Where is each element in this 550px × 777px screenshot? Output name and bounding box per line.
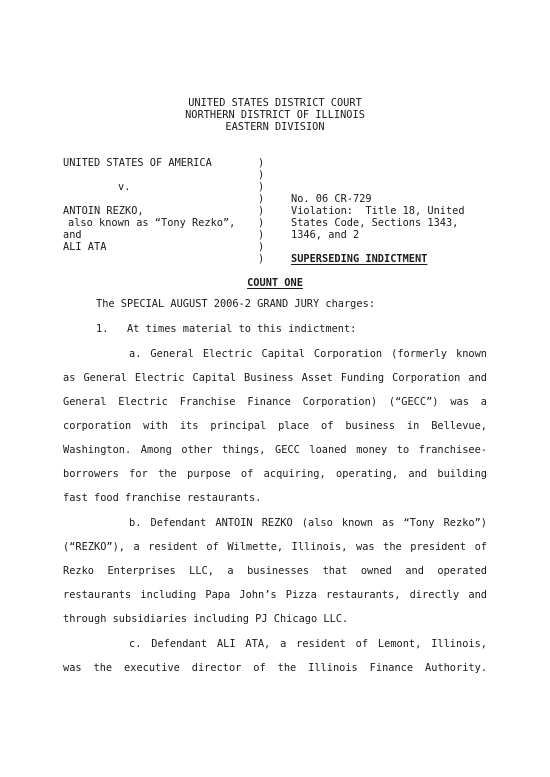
- para-a-line: borrowers for the purpose of acquiring, operating, and building: [63, 468, 487, 480]
- case-number: No. 06 CR-729: [291, 193, 372, 205]
- para-a-line: fast food franchise restaurants.: [63, 492, 262, 504]
- para-b-line: restaurants including Papa John’s Pizza restaurants, directly and: [63, 589, 487, 601]
- para-b-line: b. Defendant ANTOIN REZKO (also known as “Tony Rezko”): [129, 517, 487, 529]
- para-a-line: General Electric Franchise Finance Corporation) (“GECC”) was a: [63, 396, 487, 408]
- caption-defendant-rezko: ANTOIN REZKO,: [63, 205, 144, 217]
- caption-plaintiff: UNITED STATES OF AMERICA: [63, 157, 212, 169]
- caption-and: and: [63, 229, 82, 241]
- caption-divider: ) ) ) ) ) ) ) ) ): [258, 157, 265, 265]
- court-division: EASTERN DIVISION: [225, 121, 325, 133]
- para-b-line: Rezko Enterprises LLC, a businesses that owned and operated: [63, 565, 487, 577]
- para-a-line: a. General Electric Capital Corporation (formerly known: [129, 348, 487, 360]
- para-b-line: (“REZKO”), a resident of Wilmette, Illinois, was the president of: [63, 541, 487, 553]
- court-name: UNITED STATES DISTRICT COURT: [188, 97, 362, 109]
- para-a-line: corporation with its principal place of business in Bellevue,: [63, 420, 487, 432]
- grand-jury-intro: The SPECIAL AUGUST 2006-2 GRAND JURY charges:: [96, 298, 375, 310]
- para-a-line: as General Electric Capital Business Asset Funding Corporation and: [63, 372, 487, 384]
- para-b-line: through subsidiaries including PJ Chicago LLC.: [63, 613, 349, 625]
- document-type: SUPERSEDING INDICTMENT: [291, 253, 428, 265]
- caption-alias: also known as “Tony Rezko”,: [68, 217, 236, 229]
- violation-line-3: 1346, and 2: [291, 229, 360, 241]
- caption-defendant-ata: ALI ATA: [63, 241, 107, 253]
- paragraph-1: 1. At times material to this indictment:: [96, 323, 357, 335]
- court-district: NORTHERN DISTRICT OF ILLINOIS: [185, 109, 365, 121]
- para-c-line: was the executive director of the Illinois Finance Authority.: [63, 662, 487, 674]
- para-c-line: c. Defendant ALI ATA, a resident of Lemont, Illinois,: [129, 638, 487, 650]
- caption-versus: v.: [118, 181, 131, 193]
- violation-line-1: Violation: Title 18, United: [291, 205, 465, 217]
- para-a-line: Washington. Among other things, GECC loaned money to franchisee-: [63, 444, 487, 456]
- violation-line-2: States Code, Sections 1343,: [291, 217, 459, 229]
- count-heading: COUNT ONE: [247, 277, 303, 289]
